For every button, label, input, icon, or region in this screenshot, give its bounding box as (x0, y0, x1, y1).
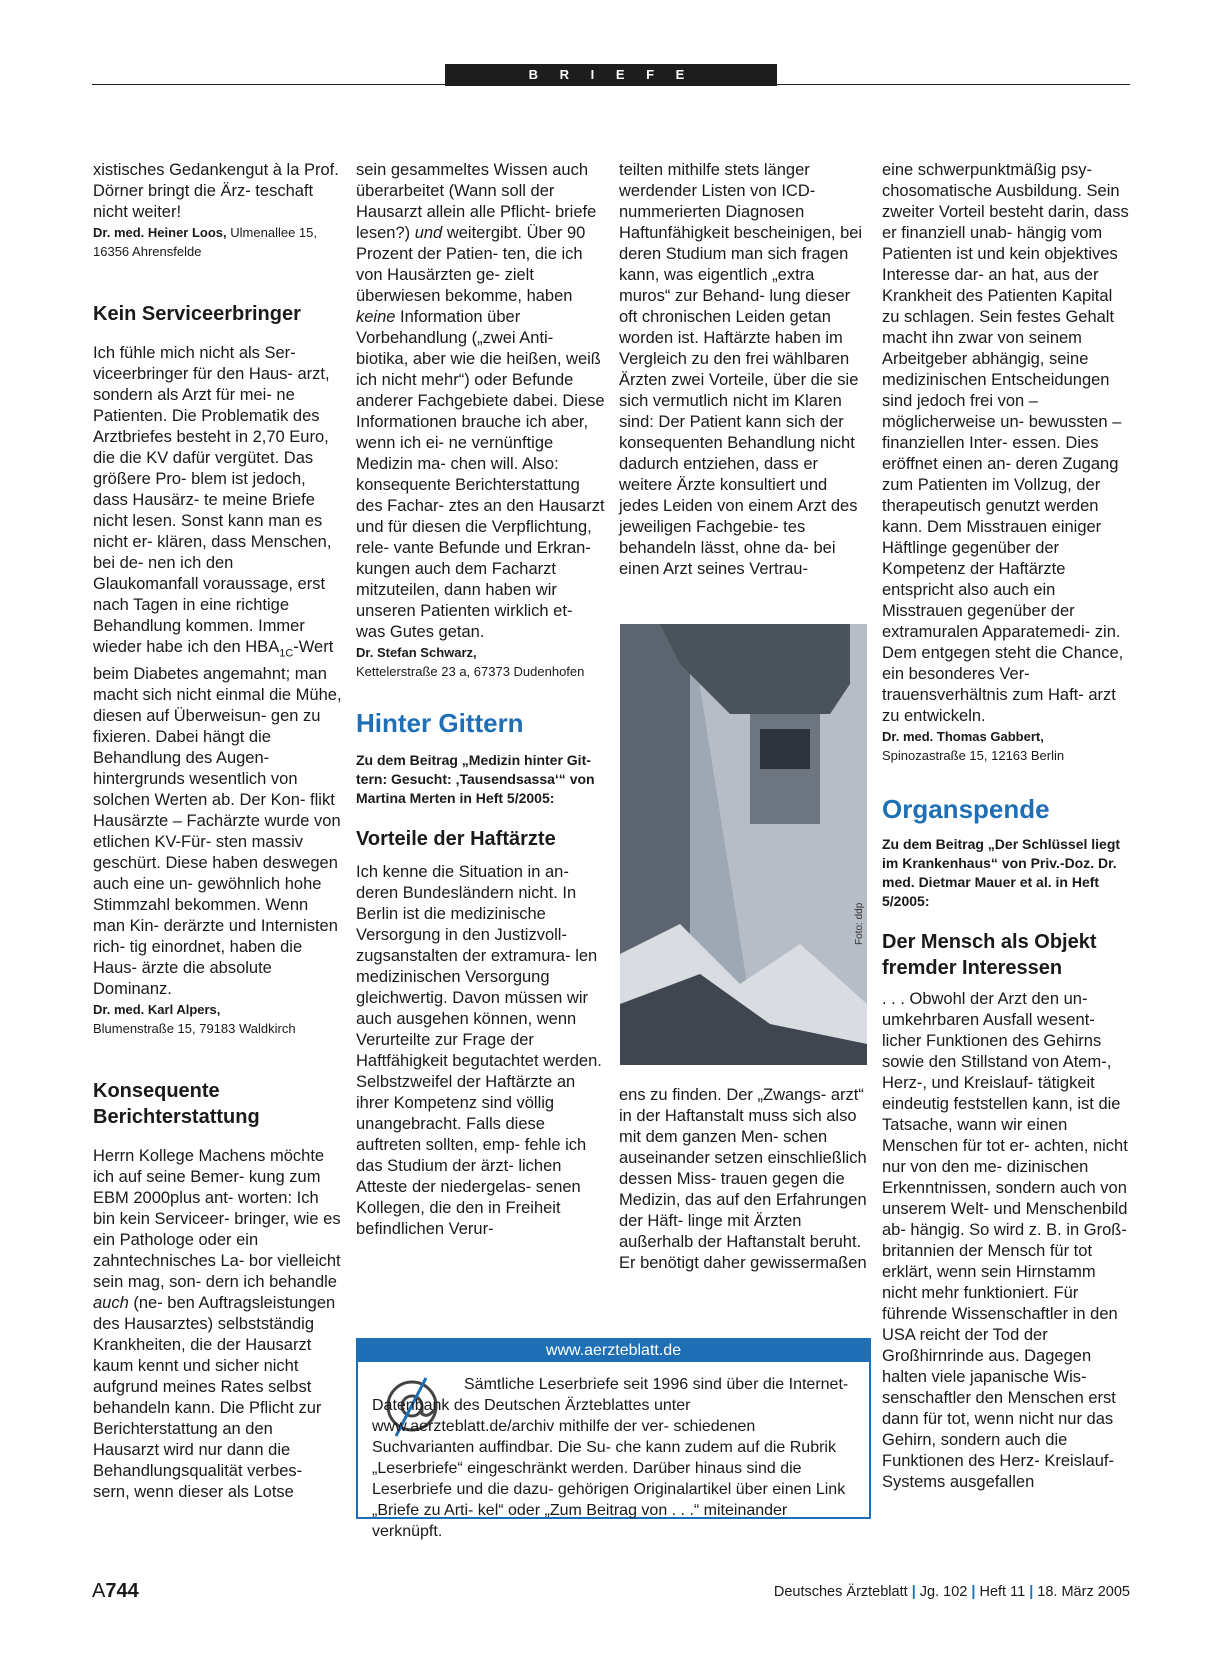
section-heading: Organspende (882, 794, 1050, 824)
letter-text: (ne- ben Auftragsleistungen des Hausarztes) selbstständig Krankheiten, die der Hausarzt kaum kennt und sicher nicht aufgrund meines Rates selbst behandeln kann. Die Pflicht zur Berichterstattung an den Hausarzt wird nur dann die Behandlungsqualität verbes- sern, wenn dieser als Lotse (93, 1294, 336, 1502)
letter-text: weitergibt. Über 90 Prozent der Patien- ten, die ich von Hausärzten ge- zielt überwiesen bekomme, haben (356, 224, 586, 305)
signature-name: Dr. Stefan Schwarz, (356, 645, 477, 660)
letter-heading: Kein Serviceerbringer (93, 303, 301, 325)
signature (882, 727, 1132, 765)
letter-body: ens zu finden. Der „Zwangs- arzt“ in der Haftanstalt muss sich also mit dem ganzen Men- schen auseinander setzen einschließlich dessen Miss- trauen gegen die Medizin, das auf den Erfahrungen der Häft- linge mit Ärzten außerhalb der Haftanstalt beruht. Er benötigt daher gewissermaßen (619, 1086, 867, 1272)
journal-name: Deutsches Ärzteblatt (773, 1584, 908, 1600)
signature (93, 1000, 343, 1038)
info-box-text (372, 1374, 860, 1542)
info-box-body: Sämtliche Leserbriefe seit 1996 sind über die Internet-Datenbank des Deutschen Ärzteblattes unter www.aerzteblatt.de/archiv mithilfe der ver- schiedenen Suchvarianten auffindbar. Die Su- che kann zudem auf die Rubrik „Leserbriefe“ eingeschränkt werden. Darüber hinaus sind die Leserbriefe und die dazu- gehörigen Originalartikel über einen Link „Briefe zu Arti- kel“ oder „Zum Beitrag von . . .“ miteinander verknüpft. (372, 1376, 849, 1540)
info-box-title[interactable]: www.aerzteblatt.de (358, 1340, 869, 1362)
prison-tower-image (620, 624, 867, 1065)
separator: | (971, 1584, 976, 1600)
letter-body (93, 343, 343, 1000)
letter-body (356, 160, 606, 643)
photo-credit: Foto: ddp (854, 902, 865, 945)
letter-text: Ich fühle mich nicht als Ser- viceerbringer für den Haus- arzt, sondern als Arzt für mei- ne Patienten. Die Problematik des Arztbriefes besteht in 2,70 Euro, die die KV dafür vergütet. Das größere Pro- blem ist jedoch, dass Hausärz- te meine Briefe nicht lesen. Sonst kann man es nicht er- klären, dass Menschen, bei de- nen ich den Glaukomanfall voraussage, erst nach Tagen in eine richtige Behandlung kommen. Immer wieder habe ich den HBA (93, 344, 332, 656)
article-reference: Zu dem Beitrag „Medizin hinter Git- tern: Gesucht: ‚Tausendsassa‘“ von Martina Merten in Heft 5/2005: (356, 752, 595, 806)
letter-text: Herrn Kollege Machens möchte ich auf seine Bemer- kung zum EBM 2000plus ant- worten: Ich bin kein Serviceer- bringer, wie es ein Pathologe oder ein zahntechnisches La- bor vielleicht sein mag, son- dern ich behandle (93, 1147, 341, 1292)
page-prefix: A (92, 1580, 106, 1602)
prison-photo (620, 624, 867, 1065)
letter-body: Ich kenne die Situation in an- deren Bundesländern nicht. In Berlin ist die medizinische Versorgung in den Justizvoll- zugsanstalten der extramura- len medizinischen Versorgung gleichwertig. Davon müssen wir auch ausgehen können, wenn Verurteilte zur Frage der Haftfähigkeit begutachtet werden. Selbstzweifel der Haftärzte an ihrer Kompetenz sind völlig unangebracht. Falls diese auftreten sollten, emp- fehle ich das Studium der ärzt- lichen Atteste der niedergelas- senen Kollegen, die den in Freiheit befindlichen Verur- (356, 863, 602, 1238)
separator: | (1029, 1584, 1034, 1600)
letter-text: Information über Vorbehandlung („zwei Anti- biotika, aber wie die heißen, weiß ich nicht mehr“) oder Befunde anderer Fachgebiete dabei. Diese Informationen brauche ich aber, wenn ich ei- ne vernünftige Medizin ma- chen will. Also: konsequente Berichterstattung des Fachar- ztes an den Hausarzt und für diesen die Verpflichtung, rele- vante Befunde und Erkran- kungen auch dem Facharzt mitzuteilen, dann haben wir unseren Patienten wirklich et- was Gutes getan. (356, 308, 605, 641)
letter-heading: Vorteile der Haftärzte (356, 828, 556, 850)
signature-address: Kettelerstraße 23 a, 67373 Dudenhofen (356, 664, 585, 679)
letter-text: sein gesammeltes Wissen auch überarbeitet (Wann soll der Hausarzt allein alle Pflicht- briefe lesen?) (356, 161, 597, 242)
column-3-lower (619, 1085, 869, 1274)
letter-body (93, 1146, 343, 1503)
letter-text: -Wert beim Diabetes angemahnt; man macht sich nicht einmal die Mühe, diesen auf Überweisun- gen zu fixieren. Dabei hängt die Behandlung des Augen- hintergrunds wesentlich von solchen Werten ab. Der Kon- flikt Hausärzte – Fachärzte wurde von etlichen KV-Für- sten massiv geschürt. Diese haben deswegen auch eine un- gewöhnlich hohe Stimmzahl bekommen. Wenn man Kin- derärzte und Internisten rich- tig einordnet, haben die Haus- ärzte die absolute Dominanz. (93, 638, 342, 999)
letter-body: eine schwerpunktmäßig psy- chosomatische Ausbildung. Sein zweiter Vorteil besteht darin, dass er finanziell unab- hängig vom Patienten ist und kein objektives Interesse dar- an hat, aus der Krankheit des Patienten Kapital zu schlagen. Sein festes Gehalt macht ihn zwar von seinem Arbeitgeber abhängig, seine medizinischen Entscheidungen sind jedoch frei von – möglicherweise un- bewussten – finanziellen Inter- essen. Dies eröffnet einen an- deren Zugang zum Patienten im Vollzug, der therapeutisch genutzt werden kann. Dem Misstrauen einiger Häftlinge gegenüber der Kompetenz der Haftärzte entspricht also auch ein Misstrauen gegenüber der extramuralen Apparatemedi- zin. Dem entgegen steht die Chance, ein besonderes Ver- trauensverhältnis zum Haft- arzt zu entwickeln. (882, 161, 1129, 725)
column-3 (619, 160, 869, 580)
signature-address: Spinozastraße 15, 12163 Berlin (882, 748, 1065, 763)
journal-footer (757, 1584, 1130, 1600)
separator: | (911, 1584, 916, 1600)
signature (93, 223, 343, 261)
column-2 (356, 160, 606, 1240)
letter-heading: Der Mensch als Objekt fremder Interessen (882, 931, 1097, 979)
journal-date: 18. März 2005 (1037, 1584, 1130, 1600)
signature-address: Ulmenallee 15, 16356 Ahrensfelde (93, 225, 317, 259)
emphasis: und (414, 224, 443, 242)
subscript: 1C (279, 647, 294, 660)
signature-name: Dr. med. Thomas Gabbert, (882, 729, 1044, 744)
journal-volume: Jg. 102 (919, 1584, 968, 1600)
letter-body: . . . Obwohl der Arzt den un- umkehrbaren Ausfall wesent- licher Funktionen des Gehirns sowie den Stillstand von Atem-, Herz-, und Kreislauf- tätigkeit eindeutig feststellen kann, ist die Tatsache, wann wir einen Menschen für tot er- achten, nicht nur von den me- dizinischen Erkenntnissen, sondern auch von unserem Welt- und Menschenbild ab- hängig. So wird z. B. in Groß- britannien der Mensch für tot erklärt, wenn sein Hirnstamm nicht mehr funktioniert. Für führende Wissenschaftler in den USA reicht der Tod der Großhirnrinde aus. Dagegen halten viele japanische Wis- senschaftler den Menschen erst dann für tot, wenn nicht nur das Gehirn, sondern auch die Funktionen des Herz- Kreislauf-Systems ausgefallen (882, 990, 1128, 1491)
letter-end-text: xistisches Gedankengut à la Prof. Dörner bringt die Ärz- teschaft nicht weiter! (93, 161, 339, 221)
section-heading: Hinter Gittern (356, 708, 524, 738)
emphasis: auch (93, 1294, 129, 1313)
signature (356, 643, 606, 681)
aerzteblatt-info-box (356, 1338, 871, 1540)
article-reference: Zu dem Beitrag „Der Schlüssel liegt im Krankenhaus“ von Priv.-Doz. Dr. med. Dietmar Mauer et al. in Heft 5/2005: (882, 836, 1121, 909)
column-4 (882, 160, 1132, 1493)
signature-name: Dr. med. Karl Alpers, (93, 1002, 221, 1018)
section-label: B R I E F E (445, 64, 777, 86)
letter-heading: Konsequente Berichterstattung (93, 1080, 260, 1129)
journal-issue: Heft 11 (979, 1584, 1026, 1600)
emphasis: keine (356, 308, 396, 326)
letter-body: teilten mithilfe stets länger werdender Listen von ICD- nummerierten Diagnosen Haftunfähigkeit bescheinigen, bei deren Studium man sich fragen kann, was eigentlich „extra muros“ zur Behand- lung dieser oft chronischen Leiden getan worden ist. Haftärzte haben im Vergleich zu den frei wählbaren Ärzten zwei Vorteile, über die sie sich vermutlich nicht im Klaren sind: Der Patient kann sich der konsequenten Behandlung nicht dadurch entziehen, dass er weitere Ärzte konsultiert und jedes Leiden von einem Arzt des jeweiligen Fachgebie- tes behandeln lässt, ohne da- bei einen Arzt seines Vertrau- (619, 161, 863, 578)
page-number-value: 744 (105, 1580, 139, 1602)
signature-address: Blumenstraße 15, 79183 Waldkirch (93, 1021, 296, 1037)
page-number (92, 1580, 139, 1603)
column-1 (93, 160, 343, 1503)
signature-name: Dr. med. Heiner Loos, (93, 225, 227, 240)
